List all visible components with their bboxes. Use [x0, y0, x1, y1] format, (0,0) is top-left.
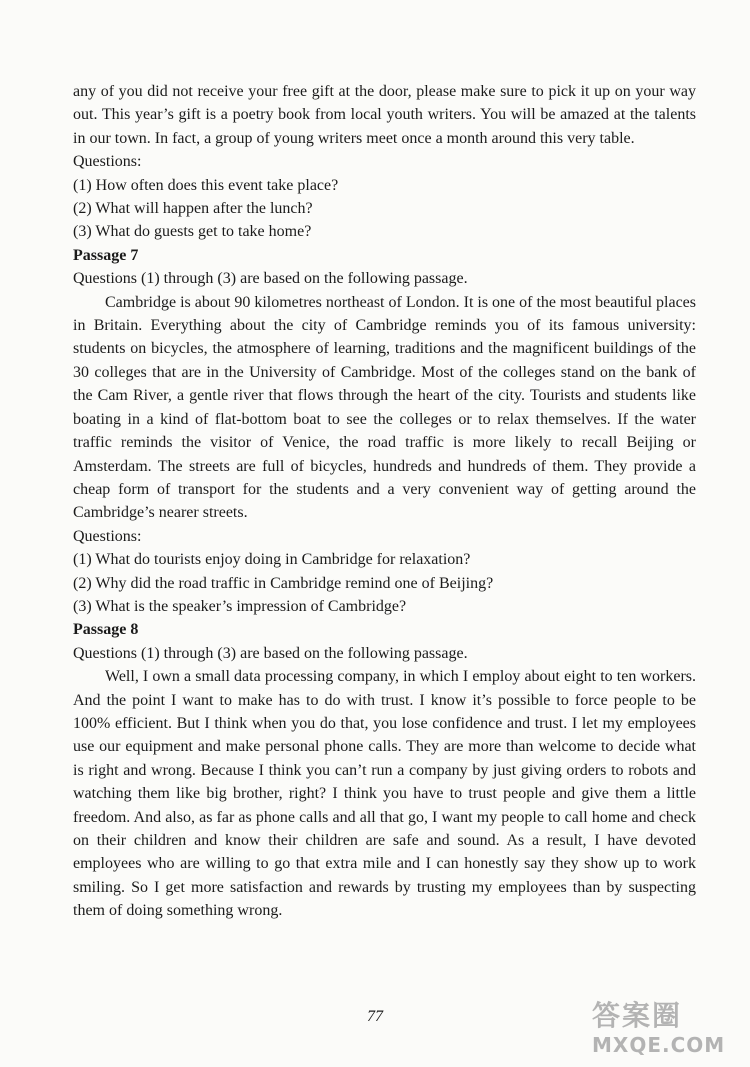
question-item: (2) Why did the road traffic in Cambridge remind one of Beijing? [73, 574, 494, 592]
passage-7-note: Questions (1) through (3) are based on the following passage. [73, 270, 468, 288]
question-item: (3) What is the speaker’s impression of Cambridge? [73, 597, 407, 615]
questions-label: Questions: [73, 153, 142, 171]
question-item: (3) What do guests get to take home? [73, 223, 312, 241]
passage-8-title: Passage 8 [73, 621, 139, 639]
page-content [73, 80, 696, 923]
passage-8-body: Well, I own a small data processing company, in which I employ about eight to ten workers. And the point I want to make has to do with trust. I know it’s possible to force people to be 100% efficient. But I think when you do that, you lose confidence and trust. I let my employees use our equipment and make personal phone calls. They are more than welcome to decide what is right and wrong. Because I think you can’t run a company by just giving orders to robots and watching them like big brother, right? I think you have to trust people and give them a little freedom. And also, as far as phone calls and all that go, I want my people to call home and check on their children and know their children are safe and sound. As a result, I have devoted employees who are willing to go that extra mile and I can honestly say they show up to work smiling. So I get more satisfaction and rewards by trusting my employees than by suspecting them of doing something wrong. [73, 668, 696, 920]
question-item: (2) What will happen after the lunch? [73, 200, 313, 218]
passage-7-title: Passage 7 [73, 246, 139, 264]
watermark-url: MXQE.COM [592, 1033, 726, 1057]
watermark-logo-text: 答案圈 [592, 999, 683, 1032]
page-number: 77 [367, 1008, 383, 1025]
question-item: (1) How often does this event take place? [73, 176, 339, 194]
passage-7-body: Cambridge is about 90 kilometres northeast of London. It is one of the most beautiful places in Britain. Everything about the city of Cambridge reminds you of its famous university: students on bicycles, the atmosphere of learning, traditions and the magnificent buildings of the 30 colleges that are in the University of Cambridge. Most of the colleges stand on the bank of the Cam River, a gentle river that flows through the heart of the city. Tourists and students like boating in a kind of flat-bottom boat to see the colleges or to relax themselves. If the water traffic reminds the visitor of Venice, the road traffic is more likely to recall Beijing or Amsterdam. The streets are full of bicycles, hundreds and hundreds of them. They provide a cheap form of transport for the students and a very convenient way of getting around the Cambridge’s nearer streets. [73, 293, 696, 522]
questions-label: Questions: [73, 527, 142, 545]
passage-8-note: Questions (1) through (3) are based on the following passage. [73, 644, 468, 662]
question-item: (1) What do tourists enjoy doing in Cambridge for relaxation? [73, 551, 471, 569]
watermark-logo [592, 999, 742, 1061]
intro-paragraph: any of you did not receive your free gift at the door, please make sure to pick it up on your way out. This year’s gift is a poetry book from local youth writers. You will be amazed at the talents in our town. In fact, a group of young writers meet once a month around this very table. [73, 83, 696, 147]
